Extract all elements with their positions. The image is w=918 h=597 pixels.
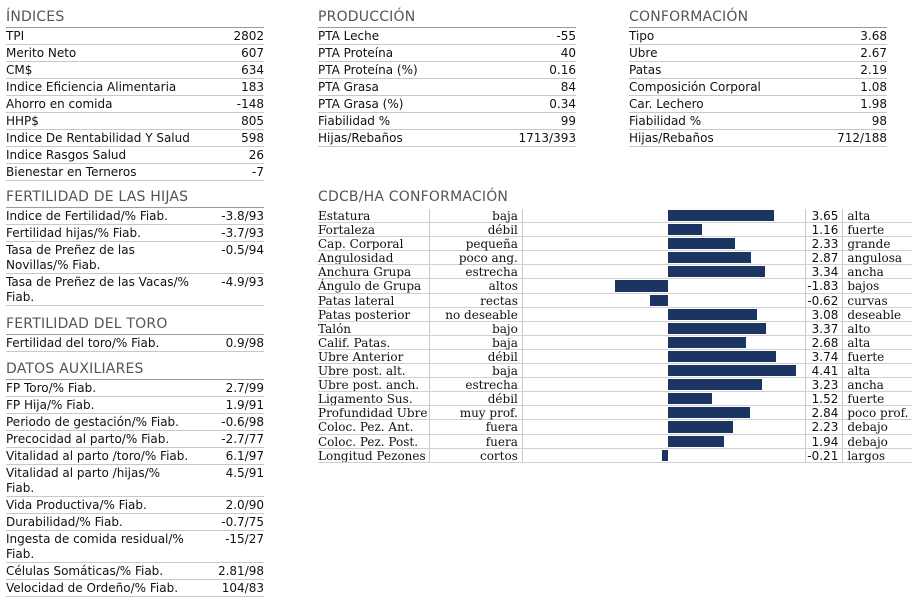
trait-label: Ángulo de Grupa [318,279,422,293]
row-label: Tasa de Preñez de las Vacas/% Fiab. [6,275,189,304]
row-value: -0.6/98 [221,415,264,429]
bar-track [522,209,806,222]
list-row [629,79,887,96]
trait-label: Coloc. Pez. Post. [318,434,419,448]
low-descriptor: fuera [429,435,522,448]
trait-label: Talón [318,321,352,335]
row-label: Fiabilidad % [318,114,391,128]
row-value: 183 [241,80,264,94]
bar-fill [668,365,796,376]
row-value: 712/188 [837,131,887,145]
high-descriptor: ancha [847,265,884,280]
trait-value: 1.94 [806,435,843,448]
row-label: Fertilidad hijas/% Fiab. [6,226,141,240]
bar-fill [668,421,733,432]
row-label: Composición Corporal [629,80,761,94]
row-value: -0.7/75 [221,515,264,529]
row-label: Células Somáticas/% Fiab. [6,564,164,578]
trait-label: Coloc. Pez. Ant. [318,420,414,434]
high-descriptor: alta [847,364,871,379]
linear-section [318,188,912,463]
list-row [318,113,576,130]
trait-label: Ubre Anterior [318,349,404,364]
row-label: Merito Neto [6,46,77,60]
list-row [629,96,887,113]
indices-list [6,28,264,181]
row-label: PTA Proteína (%) [318,63,418,77]
bar-track [522,420,806,433]
row-label: Indice Eficiencia Alimentaria [6,80,177,94]
bar-track [522,449,806,462]
produccion-list [318,28,576,147]
bar-track [522,336,806,349]
row-value: 40 [560,46,576,60]
high-descriptor: fuerte [847,349,885,364]
linear-row [318,378,912,392]
bar-track [522,350,806,363]
high-descriptor: grande [847,237,891,252]
row-label: FP Toro/% Fiab. [6,381,97,395]
row-value: -0.5/94 [221,243,264,257]
row-label: Vida Productiva/% Fiab. [6,498,147,512]
high-descriptor: alto [847,321,871,336]
bar-track [522,294,806,307]
row-value: -55 [556,29,576,43]
list-row [6,147,264,164]
row-value: 0.16 [549,63,576,77]
trait-value: 3.23 [806,378,843,391]
list-row [6,563,264,580]
list-row [6,465,264,497]
bar-fill [662,450,668,461]
row-label: Ahorro en comida [6,97,113,111]
linear-row [318,420,912,434]
trait-label: Angulosidad [318,251,394,265]
row-label: Durabilidad/% Fiab. [6,515,123,529]
trait-value: 3.74 [806,350,843,363]
linear-row [318,449,912,463]
fertilidad-hijas-title: FERTILIDAD DE LAS HIJAS [6,188,264,208]
row-value: -148 [236,97,264,111]
bar-track [522,308,806,321]
row-label: Car. Lechero [629,97,704,111]
list-row [6,96,264,113]
trait-value: 2.87 [806,251,843,264]
high-descriptor: alta [847,335,871,350]
bar-fill [668,337,746,348]
row-value: 634 [241,63,264,77]
high-descriptor: largos [847,448,886,463]
datos-auxiliares-title: DATOS AUXILIARES [6,360,264,380]
low-descriptor: pequeña [429,237,522,250]
linear-row [318,364,912,378]
list-row [318,96,576,113]
bar-track [522,279,806,292]
bar-fill [668,252,751,263]
fertilidad-toro-section [6,315,264,352]
fertilidad-toro-list [6,335,264,352]
row-label: Patas [629,63,662,77]
bar-track [522,251,806,264]
low-descriptor: bajo [429,322,522,335]
list-row [629,130,887,147]
high-descriptor: alta [847,209,871,223]
linear-row [318,294,912,308]
row-label: Tipo [629,29,655,43]
row-label: Hijas/Rebaños [318,131,403,145]
trait-label: Ubre post. alt. [318,364,406,378]
trait-label: Ligamento Sus. [318,392,413,406]
conformacion-section [629,8,887,147]
trait-label: Anchura Grupa [318,265,412,279]
row-value: 104/83 [221,581,264,595]
bar-fill [668,238,736,249]
row-value: 607 [241,46,264,60]
row-label: Velocidad de Ordeño/% Fiab. [6,581,179,595]
indices-title: ÍNDICES [6,8,264,28]
linear-row [318,336,912,350]
row-value: 3.68 [860,29,887,43]
list-row [318,79,576,96]
linear-row [318,435,912,449]
list-row [6,431,264,448]
high-descriptor: debajo [847,420,888,435]
list-row [318,130,576,147]
low-descriptor: baja [429,364,522,377]
trait-label: Calif. Patas. [318,335,391,349]
list-row [6,380,264,397]
trait-value: -0.21 [806,449,843,462]
trait-value: 3.65 [806,209,843,222]
bar-fill [668,266,765,277]
row-value: 26 [248,148,264,162]
list-row [318,28,576,45]
bar-fill [615,280,668,291]
linear-row [318,350,912,364]
low-descriptor: no deseable [429,308,522,321]
row-label: Fertilidad del toro/% Fiab. [6,336,160,350]
list-row [6,225,264,242]
conformacion-title: CONFORMACIÓN [629,8,887,28]
high-descriptor: angulosa [847,251,903,266]
list-row [6,414,264,431]
trait-label: Patas lateral [318,293,395,307]
row-label: PTA Grasa [318,80,379,94]
high-descriptor: debajo [847,434,888,449]
list-row [318,45,576,62]
linear-row [318,209,912,223]
low-descriptor: fuera [429,420,522,433]
row-value: 84 [560,80,576,94]
row-value: 1.9/91 [225,398,264,412]
produccion-section [318,8,576,147]
low-descriptor: débil [429,223,522,236]
row-value: -3.7/93 [221,226,264,240]
trait-value: 1.52 [806,392,843,405]
row-label: Ingesta de comida residual/% Fiab. [6,532,184,561]
trait-value: 2.84 [806,406,843,419]
linear-row [318,237,912,251]
high-descriptor: poco prof. [847,406,909,421]
list-row [6,208,264,225]
linear-row [318,223,912,237]
row-value: -15/27 [225,532,264,546]
list-row [6,242,264,274]
low-descriptor: baja [429,209,522,222]
row-label: Bienestar en Terneros [6,165,137,179]
low-descriptor: rectas [429,294,522,307]
row-label: HHP$ [6,114,39,128]
row-label: PTA Leche [318,29,380,43]
trait-label: Fortaleza [318,223,376,237]
trait-value: 3.08 [806,308,843,321]
bar-fill [668,393,712,404]
row-label: CM$ [6,63,33,77]
row-label: Vitalidad al parto /toro/% Fiab. [6,449,189,463]
low-descriptor: débil [429,350,522,363]
fertilidad-hijas-list [6,208,264,306]
row-value: 2.0/90 [225,498,264,512]
conformacion-list [629,28,887,147]
linear-title: CDCB/HA CONFORMACIÓN [318,189,509,205]
row-label: Vitalidad al parto /hijas/% Fiab. [6,466,161,495]
trait-label: Profundidad Ubre [318,406,428,420]
row-value: 2.7/99 [225,381,264,395]
bar-fill [668,224,702,235]
high-descriptor: fuerte [847,223,885,238]
linear-row [318,406,912,420]
bar-track [522,435,806,448]
row-label: Periodo de gestación/% Fiab. [6,415,179,429]
trait-label: Longitud Pezones [318,448,426,462]
list-row [629,28,887,45]
row-value: 0.34 [549,97,576,111]
trait-value: -0.62 [806,294,843,307]
bar-fill [668,351,776,362]
row-label: FP Hija/% Fiab. [6,398,95,412]
trait-label: Estatura [318,209,371,223]
datos-auxiliares-list [6,380,264,597]
low-descriptor: débil [429,392,522,405]
row-label: Tasa de Preñez de las Novillas/% Fiab. [6,243,135,272]
row-value: 2.81/98 [217,564,264,578]
list-row [6,164,264,181]
linear-row [318,279,912,293]
bar-fill [668,407,750,418]
trait-value: 3.37 [806,322,843,335]
row-label: Ubre [629,46,658,60]
low-descriptor: poco ang. [429,251,522,264]
trait-value: 3.34 [806,265,843,278]
row-value: 4.5/91 [225,466,264,480]
list-row [6,79,264,96]
list-row [629,113,887,130]
row-label: Indice De Rentabilidad Y Salud [6,131,190,145]
trait-label: Ubre post. anch. [318,378,420,392]
trait-value: 1.16 [806,223,843,236]
low-descriptor: muy prof. [429,406,522,419]
list-row [6,130,264,147]
low-descriptor: altos [429,279,522,292]
trait-value: 2.68 [806,336,843,349]
bar-track [522,392,806,405]
linear-row [318,308,912,322]
row-value: 1.08 [860,80,887,94]
high-descriptor: curvas [847,293,888,308]
linear-row [318,265,912,279]
trait-label: Patas posterior [318,307,411,321]
list-row [6,28,264,45]
list-row [6,45,264,62]
row-value: 6.1/97 [225,449,264,463]
row-label: Hijas/Rebaños [629,131,714,145]
list-row [318,62,576,79]
row-label: Indice de Fertilidad/% Fiab. [6,209,168,223]
indices-section [6,8,264,181]
bar-fill [668,323,766,334]
row-value: 99 [560,114,576,128]
linear-row [318,251,912,265]
list-row [6,448,264,465]
row-value: 98 [871,114,887,128]
high-descriptor: bajos [847,279,880,294]
row-label: Precocidad al parto/% Fiab. [6,432,170,446]
high-descriptor: fuerte [847,392,885,407]
list-row [629,62,887,79]
bar-track [522,378,806,391]
bar-fill [650,295,668,306]
trait-value: 2.33 [806,237,843,250]
list-row [6,274,264,306]
datos-auxiliares-section [6,360,264,597]
list-row [6,62,264,79]
list-row [6,580,264,597]
fertilidad-hijas-section [6,188,264,306]
list-row [6,514,264,531]
row-value: 2802 [233,29,264,43]
trait-value: 2.23 [806,420,843,433]
list-row [629,45,887,62]
low-descriptor: cortos [429,449,522,462]
list-row [6,335,264,352]
linear-chart [318,209,912,463]
bar-fill [668,210,774,221]
list-row [6,497,264,514]
linear-row [318,392,912,406]
row-value: 1.98 [860,97,887,111]
low-descriptor: estrecha [429,378,522,391]
trait-value: 4.41 [806,364,843,377]
row-value: 2.67 [860,46,887,60]
row-value: 0.9/98 [225,336,264,350]
low-descriptor: estrecha [429,265,522,278]
row-value: -3.8/93 [221,209,264,223]
row-label: PTA Grasa (%) [318,97,404,111]
list-row [6,531,264,563]
bar-track [522,237,806,250]
bar-track [522,322,806,335]
bar-fill [668,309,757,320]
produccion-title: PRODUCCIÓN [318,8,576,28]
list-row [6,113,264,130]
bar-track [522,406,806,419]
linear-row [318,322,912,336]
bar-fill [668,436,724,447]
row-label: Fiabilidad % [629,114,702,128]
row-value: 805 [241,114,264,128]
row-value: -2.7/77 [221,432,264,446]
high-descriptor: ancha [847,378,884,393]
row-value: -4.9/93 [221,275,264,289]
row-value: 1713/393 [518,131,576,145]
row-label: PTA Proteína [318,46,394,60]
bar-fill [668,379,762,390]
fertilidad-toro-title: FERTILIDAD DEL TORO [6,315,264,335]
bar-track [522,364,806,377]
trait-value: -1.83 [806,279,843,292]
row-value: 2.19 [860,63,887,77]
bar-track [522,223,806,236]
row-label: TPI [6,29,25,43]
high-descriptor: deseable [847,307,902,322]
row-label: Indice Rasgos Salud [6,148,127,162]
row-value: 598 [241,131,264,145]
bar-track [522,265,806,278]
list-row [6,397,264,414]
low-descriptor: baja [429,336,522,349]
trait-label: Cap. Corporal [318,237,404,251]
row-value: -7 [252,165,264,179]
